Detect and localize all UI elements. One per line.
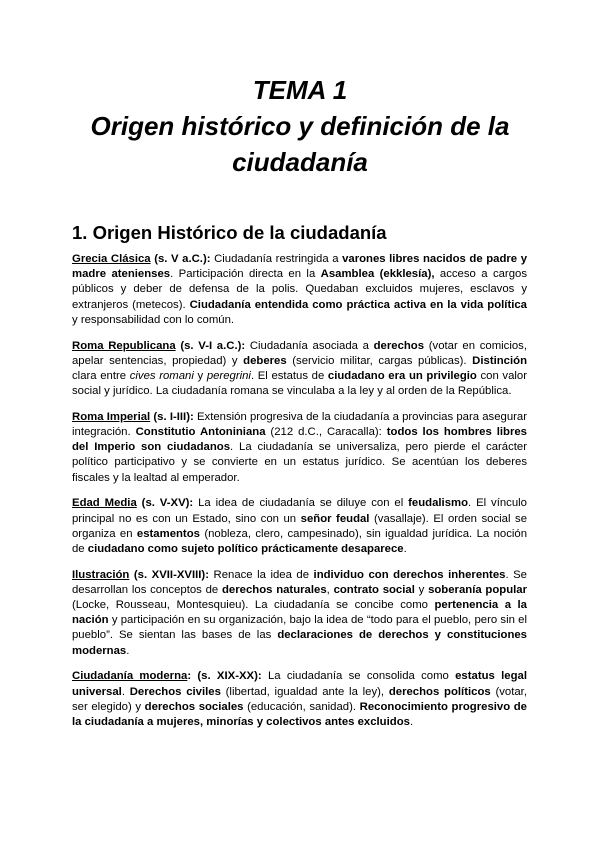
text-run: . El vínculo principal no es con un Estado, sino con un — [72, 497, 527, 525]
bold-text: ciudadano era un privilegio — [327, 369, 477, 382]
text-run: . La ciudadanía se universaliza, pero pierde el carácter político participativo y se convierte en un estatus jurídico. Se acentúan los deberes fiscales y la lealtad al emperador. — [72, 441, 527, 484]
text-run: . — [121, 685, 130, 698]
text-run: . — [126, 644, 130, 657]
period-name: Roma Republicana — [72, 339, 176, 352]
text-run: . — [409, 715, 414, 728]
period-name: Edad Media — [72, 497, 137, 510]
period-dates: (s. V-XV): — [136, 497, 194, 510]
text-run: (212 d.C., Caracalla): — [265, 426, 387, 439]
period-name: Grecia Clásica — [72, 253, 151, 265]
text-run: . El estatus de — [250, 369, 328, 382]
text-run: y — [193, 369, 207, 382]
paragraph — [72, 339, 527, 400]
bold-text: derechos políticos — [388, 685, 491, 698]
bold-text: contrato social — [333, 583, 415, 596]
bold-text: declaraciones de derechos y constituciones modernas — [72, 629, 527, 657]
text-run: . Participación directa en la — [170, 268, 321, 281]
italic-text: cives romani — [129, 369, 194, 382]
period-name: Ciudadanía moderna — [72, 670, 188, 683]
paragraph-label — [72, 497, 193, 509]
paragraph-label — [72, 253, 211, 265]
paragraph — [72, 669, 527, 730]
section-heading: 1. Origen Histórico de la ciudadanía — [72, 222, 387, 243]
italic-text: peregrini — [206, 369, 251, 382]
paragraph — [72, 410, 527, 486]
bold-text: soberanía popular — [428, 583, 528, 596]
text-run: Ciudadanía asociada a — [245, 339, 374, 352]
text-run: . — [403, 542, 407, 555]
text-run: y responsabilidad con lo común. — [72, 313, 235, 326]
bold-text: Reconocimiento progresivo de la ciudadanía a mujeres, minorías y colectivos antes excluidos — [72, 700, 527, 728]
text-run: acceso a cargos públicos y deber de defensa de la polis. Quedaban excluidos mujeres, esclavos y extranjeros (metecos). — [72, 268, 527, 311]
text-run: con valor social y jurídico. La ciudadanía romana se vinculaba a la ley y al orden de la República. — [72, 369, 527, 398]
title-line-1: TEMA 1 — [252, 75, 348, 105]
text-run: La ciudadanía se consolida como — [261, 670, 456, 683]
page-title — [60, 72, 540, 180]
bold-text: pertenencia a la nación — [72, 599, 527, 627]
text-run: Renace la idea de — [209, 568, 314, 581]
bold-text: señor feudal — [300, 512, 370, 525]
text-run: (votar, ser elegido) y — [72, 685, 527, 713]
bold-text: Constitutio Antoniniana — [135, 426, 266, 439]
bold-text: derechos — [373, 339, 425, 352]
bold-text: estatus legal universal — [72, 670, 527, 698]
text-run: (Locke, Rousseau, Montesquieu). La ciudadanía se concibe como — [72, 599, 435, 612]
paragraph — [72, 252, 527, 328]
period-dates: (s. V-I a.C.): — [175, 339, 246, 352]
text-run: (libertad, igualdad ante la ley), — [220, 685, 389, 698]
paragraph-label — [72, 340, 245, 352]
text-run: , — [326, 583, 334, 596]
text-run: La idea de ciudadanía se diluye con el — [193, 497, 409, 510]
bold-text: individuo con derechos inherentes — [313, 568, 506, 581]
paragraph — [72, 496, 527, 557]
text-run: (votar en comicios, apelar sentencias, propiedad) y — [72, 339, 527, 367]
paragraph-label — [72, 670, 262, 682]
text-run: Ciudadanía restringida a — [210, 253, 343, 265]
text-run: (nobleza, clero, campesinado), sin igualdad jurídica. La noción de — [72, 527, 527, 555]
bold-text: feudalismo — [408, 497, 469, 510]
text-run: (servicio militar, cargas públicas). — [286, 354, 473, 367]
text-run: y participación en su organización, bajo la idea de “todo para el pueblo, pero sin el pueblo”. Se sientan las bases de las — [72, 614, 527, 642]
bold-text: Distinción — [472, 354, 528, 367]
period-dates: (s. V a.C.): — [150, 253, 211, 265]
bold-text: Asamblea (ekklesía), — [320, 268, 435, 281]
text-run: clara entre — [72, 369, 130, 382]
bold-text: deberes — [243, 354, 287, 367]
body-text — [72, 252, 527, 741]
period-dates: (s. I-III): — [150, 410, 194, 423]
bold-text: varones libres nacidos de padre y madre atenienses — [72, 253, 527, 281]
paragraph — [72, 568, 527, 659]
text-run: (educación, sanidad). — [243, 700, 360, 713]
period-dates: : (s. XIX-XX): — [187, 670, 262, 683]
paragraph-label — [72, 569, 209, 581]
bold-text: Ciudadanía entendida como práctica activa en la vida política — [189, 298, 527, 311]
period-name: Ilustración — [72, 568, 130, 581]
title-line-2: Origen histórico y definición de la — [90, 111, 510, 141]
period-dates: (s. XVII-XVIII): — [129, 568, 209, 581]
text-run: Extensión progresiva de la ciudadanía a provincias para asegurar integración. — [72, 410, 528, 439]
period-name: Roma Imperial — [72, 410, 151, 423]
bold-text: Derechos civiles — [129, 685, 221, 698]
bold-text: ciudadano como sujeto político prácticamente desaparece — [87, 542, 404, 555]
text-run: (vasallaje). El orden social se organiza en — [72, 512, 528, 540]
bold-text: derechos sociales — [144, 700, 244, 713]
title-line-3: ciudadanía — [232, 147, 368, 177]
bold-text: derechos naturales — [222, 583, 327, 596]
paragraph-label — [72, 411, 194, 423]
text-run: . Se desarrollan los conceptos de — [72, 568, 527, 596]
text-run: y — [414, 583, 429, 596]
bold-text: estamentos — [136, 527, 200, 540]
bold-text: todos los hombres libres del Imperio son ciudadanos — [72, 426, 527, 454]
